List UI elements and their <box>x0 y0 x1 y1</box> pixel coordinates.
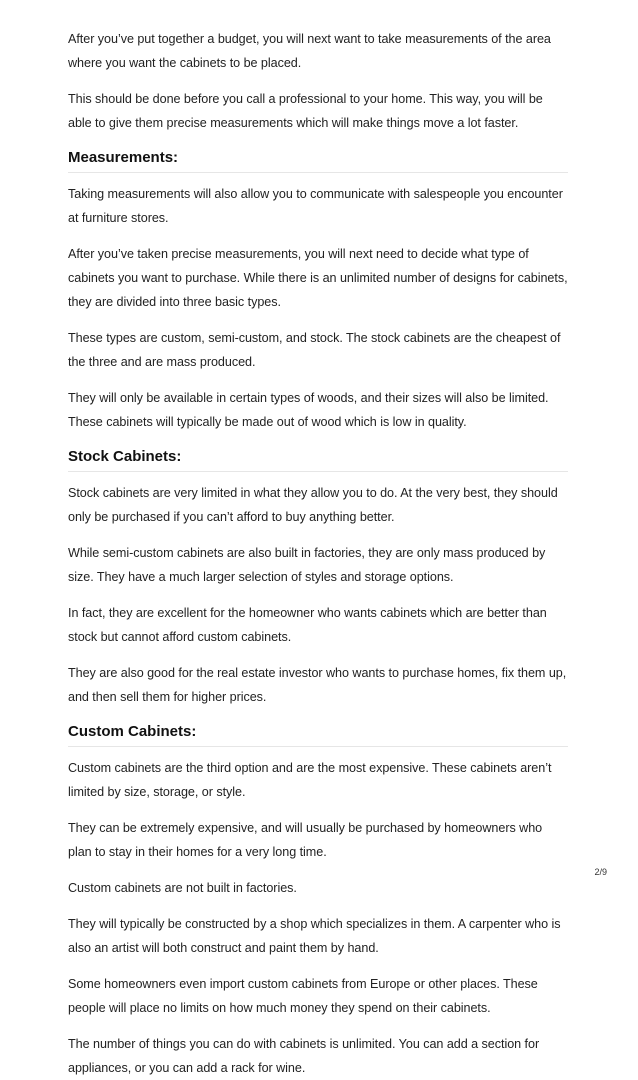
heading-custom-cabinets: Custom Cabinets: <box>68 721 568 747</box>
paragraph-investor: They are also good for the real estate investor who wants to purchase homes, fix them up, and then sell them for higher prices. <box>68 666 567 704</box>
paragraph-semi-custom: While semi-custom cabinets are also built in factories, they are only mass produced by size. They have a much larger selection of styles and storage options. <box>68 546 546 584</box>
paragraph-call-professional: This should be done before you call a professional to your home. This way, you will be able to give them precise measurements which will make things move a lot faster. <box>68 92 543 130</box>
paragraph-not-factories: Custom cabinets are not built in factories. <box>68 881 297 895</box>
page-number: 2/9 <box>594 867 607 877</box>
paragraph-salespeople: Taking measurements will also allow you to communicate with salespeople you encounter at furniture stores. <box>68 187 563 225</box>
paragraph-unlimited: The number of things you can do with cabinets is unlimited. You can add a section for appliances, or you can add a rack for wine. <box>68 1037 540 1075</box>
paragraph-excellent-homeowner: In fact, they are excellent for the homeowner who wants cabinets which are better than stock but cannot afford custom cabinets. <box>68 606 547 644</box>
paragraph-budget-measurements: After you’ve put together a budget, you will next want to take measurements of the area where you want the cabinets to be placed. <box>68 32 551 70</box>
paragraph-cabinet-types: After you’ve taken precise measurements, you will next need to decide what type of cabinets you want to purchase. While there is an unlimited number of designs for cabinets, they are divided into three basic types. <box>68 247 568 309</box>
paragraph-carpenter: They will typically be constructed by a shop which specializes in them. A carpenter who is also an artist will both construct and paint them by hand. <box>68 917 561 955</box>
paragraph-import: Some homeowners even import custom cabinets from Europe or other places. These people will place no limits on how much money they spend on their cabinets. <box>68 977 538 1015</box>
paragraph-woods-limited: They will only be available in certain types of woods, and their sizes will also be limited. These cabinets will typically be made out of wood which is low in quality. <box>68 391 549 429</box>
paragraph-expensive: They can be extremely expensive, and will usually be purchased by homeowners who plan to stay in their homes for a very long time. <box>68 821 543 859</box>
heading-stock-cabinets: Stock Cabinets: <box>68 446 568 472</box>
paragraph-custom-option: Custom cabinets are the third option and are the most expensive. These cabinets aren’t limited by size, storage, or style. <box>68 761 552 799</box>
paragraph-three-types: These types are custom, semi-custom, and stock. The stock cabinets are the cheapest of the three and are mass produced. <box>68 331 561 369</box>
paragraph-stock-limited: Stock cabinets are very limited in what they allow you to do. At the very best, they should only be purchased if you can’t afford to buy anything better. <box>68 486 558 524</box>
heading-measurements: Measurements: <box>68 147 568 173</box>
